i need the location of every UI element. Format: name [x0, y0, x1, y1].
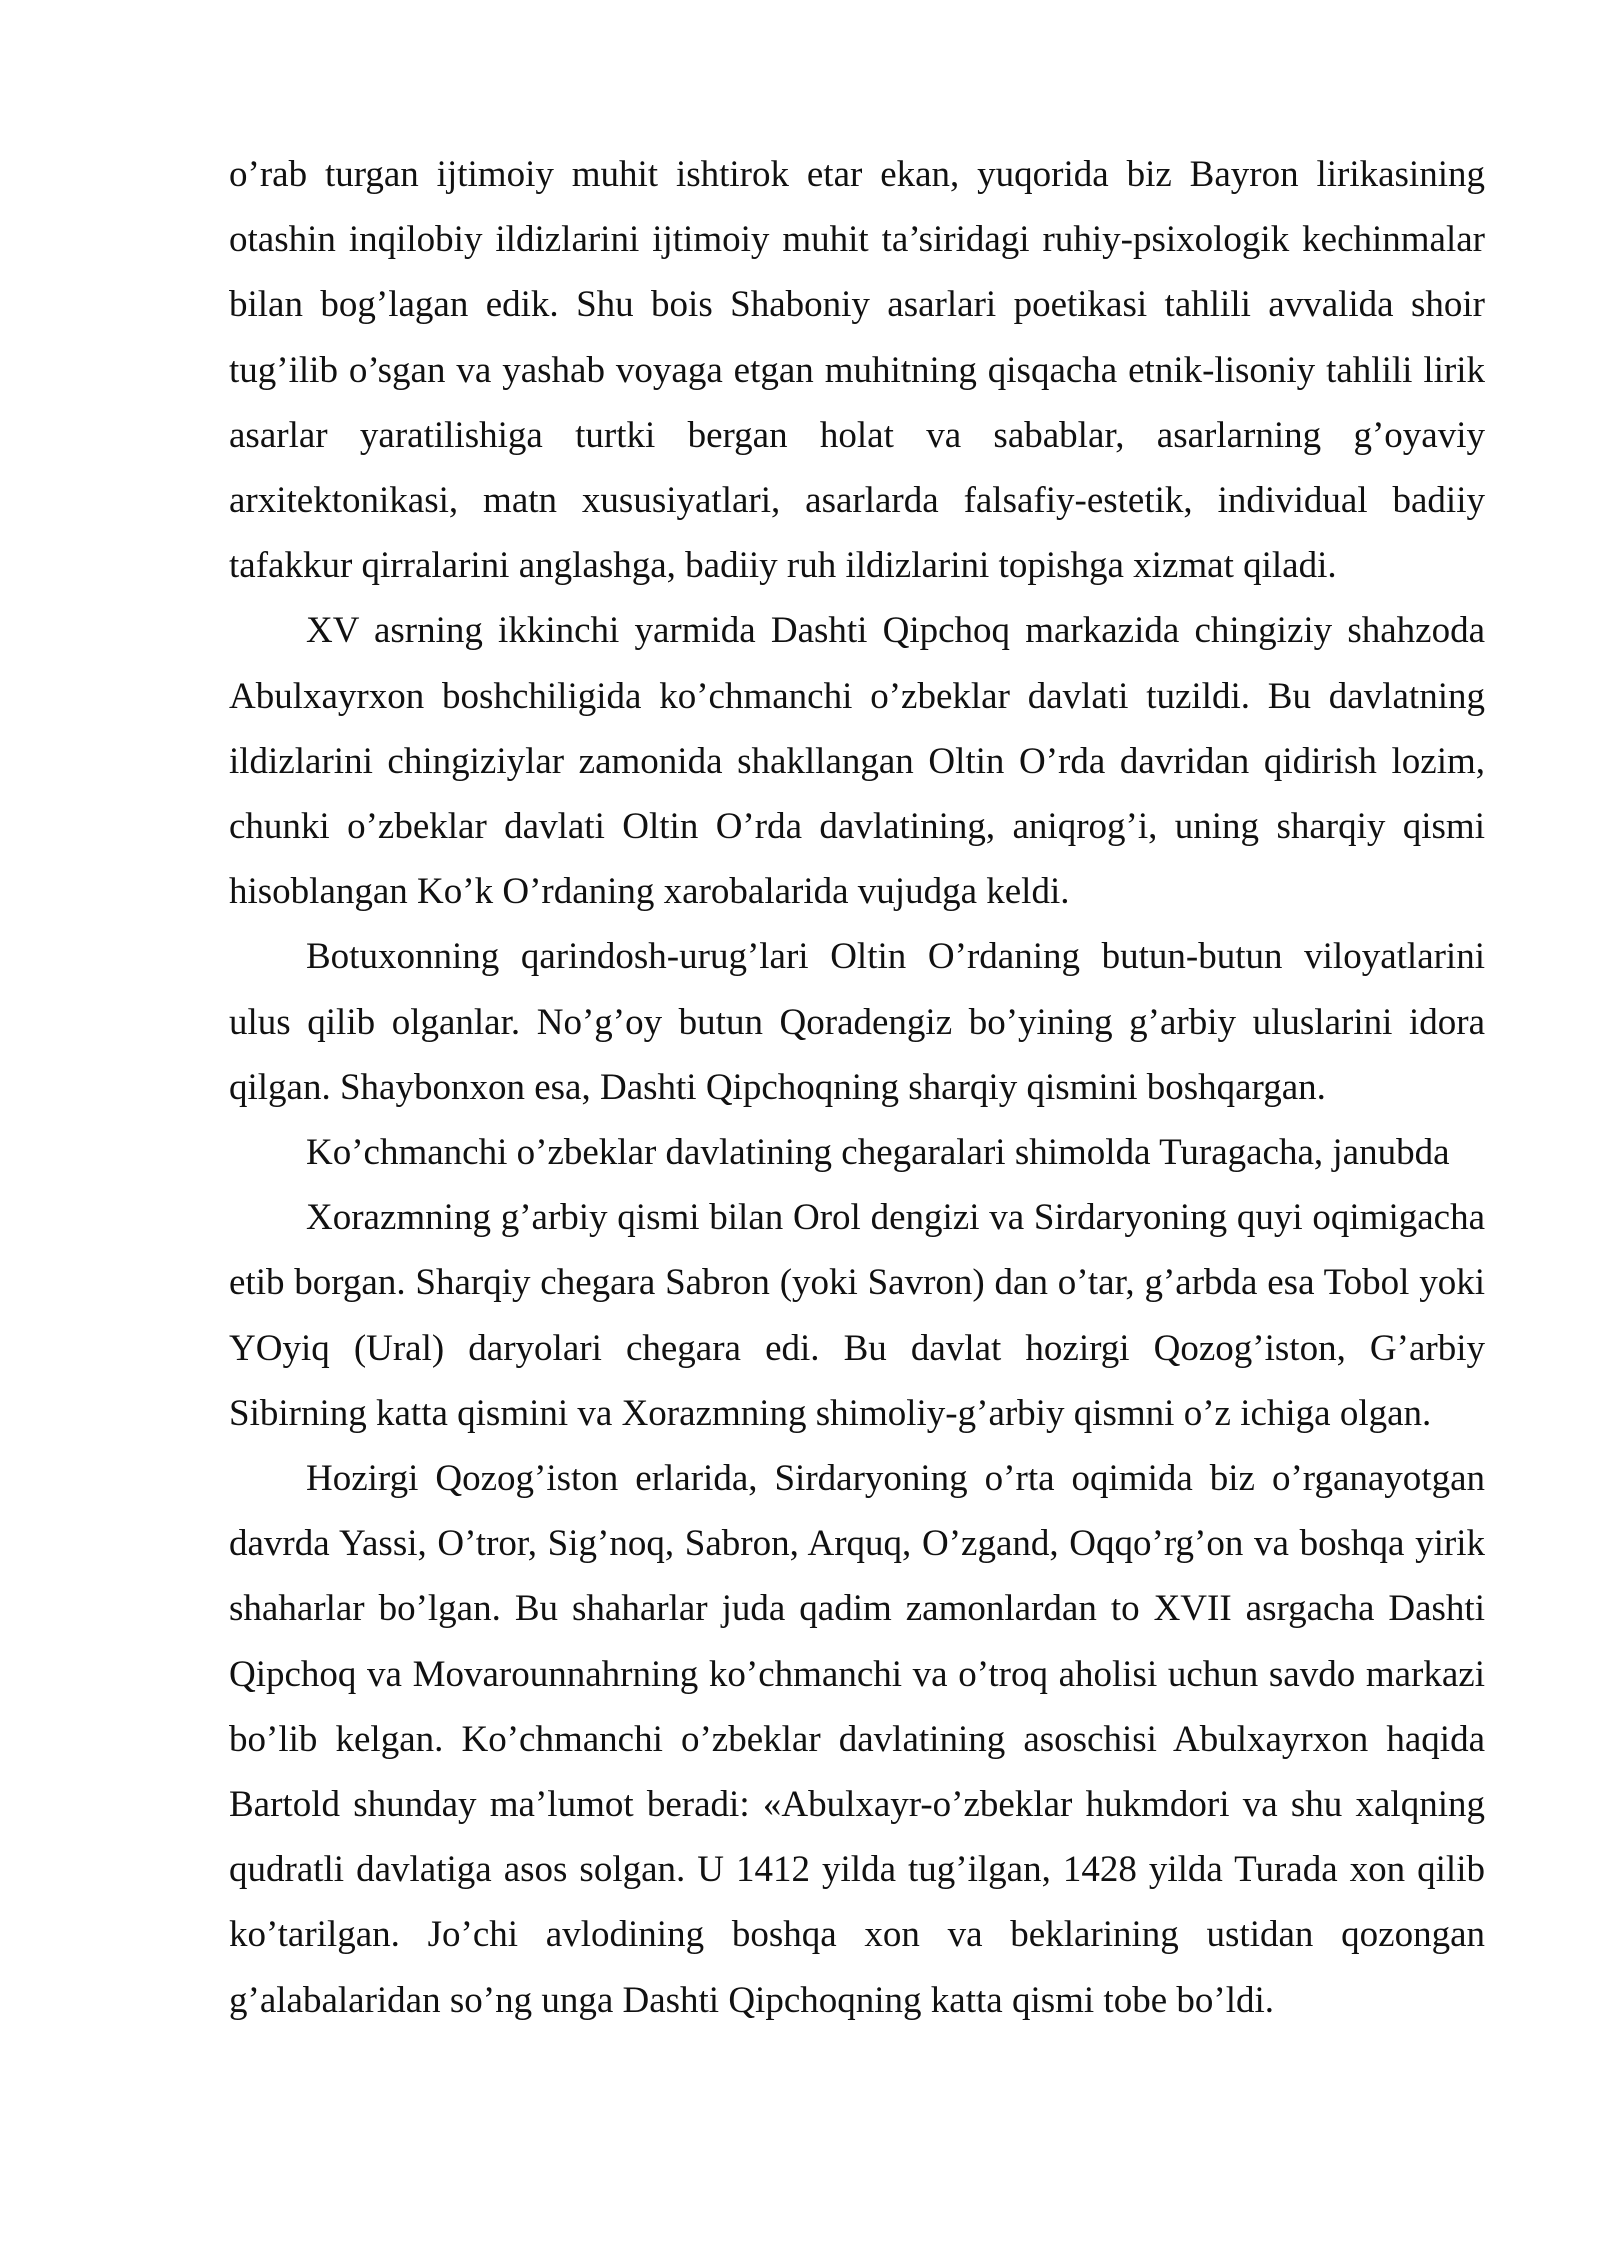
- paragraph: Xorazmning g’arbiy qismi bilan Orol dengizi va Sirdaryoning quyi oqimigacha etib borgan. Sharqiy chegara Sabron (yoki Savron) dan o’tar, g’arbda esa Tobol yoki YOyiq (Ural) daryolari chegara edi. Bu davlat hozirgi Qozog’iston, G’arbiy Sibirning katta qismini va Xorazmning shimoliy-g’arbiy qismni o’z ichiga olgan.: [229, 1197, 1485, 1434]
- paragraph: Ko’chmanchi o’zbeklar davlatining chegaralari shimolda Turagacha, janubda: [306, 1132, 1450, 1174]
- paragraph: o’rab turgan ijtimoiy muhit ishtirok etar ekan, yuqorida biz Bayron lirikasining otashin inqilobiy ildizlarini ijtimoiy muhit ta’siridagi ruhiy-psixologik kechinmalar bilan bog’lagan edik. Shu bois Shaboniy asarlari poetikasi tahlili avvalida shoir tug’ilib o’sgan va yashab voyaga etgan muhitning qisqacha etnik-lisoniy tahlili lirik asarlar yaratilishiga turtki bergan holat va sabablar, asarlarning g’oyaviy arxitektonikasi, matn xususiyatlari, asarlarda falsafiy-estetik, individual badiiy tafakkur qirralarini anglashga, badiiy ruh ildizlarini topishga xizmat qiladi.: [229, 154, 1485, 587]
- paragraph: Hozirgi Qozog’iston erlarida, Sirdaryoning o’rta oqimida biz o’rganayotgan davrda Yassi, O’tror, Sig’noq, Sabron, Arquq, O’zgand, Oqqo’rg’on va boshqa yirik shaharlar bo’lgan. Bu shaharlar juda qadim zamonlardan to XVII asrgacha Dashti Qipchoq va Movarounnahrning ko’chmanchi va o’troq aholisi uchun savdo markazi bo’lib kelgan. Ko’chmanchi o’zbeklar davlatining asoschisi Abulxayrxon haqida Bartold shunday ma’lumot beradi: «Abulxayr-o’zbeklar hukmdori va shu xalqning qudratli davlatiga asos solgan. U 1412 yilda tug’ilgan, 1428 yilda Turada xon qilib ko’tarilgan. Jo’chi avlodining boshqa xon va beklarining ustidan qozongan g’alabalaridan so’ng unga Dashti Qipchoqning katta qismi tobe bo’ldi.: [229, 1458, 1485, 2021]
- paragraph: XV asrning ikkinchi yarmida Dashti Qipchoq markazida chingiziy shahzoda Abulxayrxon boshchiligida ko’chmanchi o’zbeklar davlati tuzildi. Bu davlatning ildizlarini chingiziylar zamonida shakllangan Oltin O’rda davridan qidirish lozim, chunki o’zbeklar davlati Oltin O’rda davlatining, aniqrog’i, uning sharqiy qismi hisoblangan Ko’k O’rdaning xarobalarida vujudga keldi.: [229, 610, 1485, 913]
- paragraph: Botuxonning qarindosh-urug’lari Oltin O’rdaning butun-butun viloyatlarini ulus qilib olganlar. No’g’oy butun Qoradengiz bo’yining g’arbiy uluslarini idora qilgan. Shaybonxon esa, Dashti Qipchoqning sharqiy qismini boshqargan.: [229, 936, 1485, 1108]
- document-page: [229, 142, 1485, 2033]
